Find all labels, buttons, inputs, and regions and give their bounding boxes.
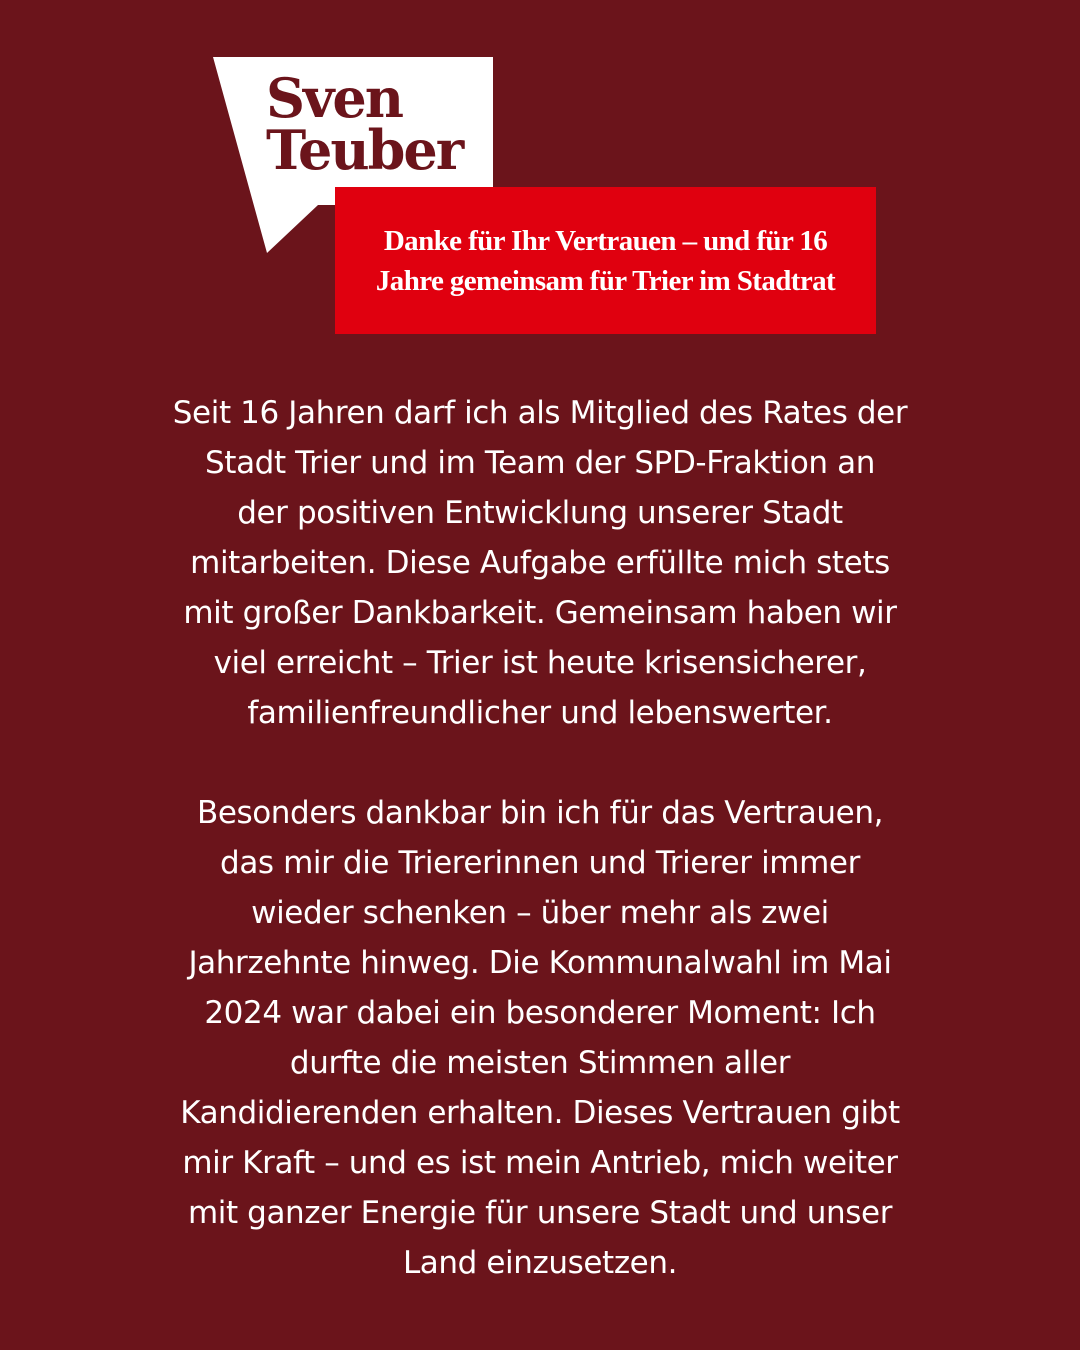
text-line: wieder schenken – über mehr als zwei bbox=[251, 895, 829, 931]
logo-last-name: Teuber bbox=[266, 118, 463, 182]
headline-line-2: Jahre gemeinsam für Trier im Stadtrat bbox=[375, 264, 836, 297]
text-line: viel erreicht – Trier ist heute krisensicherer, bbox=[213, 645, 867, 681]
text-line: Kandidierenden erhalten. Dieses Vertrauen gibt bbox=[180, 1095, 900, 1131]
headline-line-1: Danke für Ihr Vertrauen – und für 16 bbox=[383, 224, 828, 257]
paragraph-2 bbox=[0, 788, 1080, 1288]
logo-first-name: Sven bbox=[266, 66, 402, 130]
text-line: mit großer Dankbarkeit. Gemeinsam haben wir bbox=[183, 595, 897, 631]
paragraph-1 bbox=[0, 388, 1080, 738]
text-line: 2024 war dabei ein besonderer Moment: Ich bbox=[204, 995, 876, 1031]
headline-banner bbox=[335, 187, 876, 334]
logo-name bbox=[266, 66, 463, 182]
text-line: durfte die meisten Stimmen aller bbox=[289, 1045, 791, 1081]
text-line: Seit 16 Jahren darf ich als Mitglied des Rates der bbox=[172, 395, 908, 431]
text-line: Land einzusetzen. bbox=[402, 1245, 678, 1281]
text-line: das mir die Triererinnen und Trierer immer bbox=[220, 845, 860, 881]
text-line: mit ganzer Energie für unsere Stadt und unser bbox=[187, 1195, 893, 1231]
text-line: Besonders dankbar bin ich für das Vertrauen, bbox=[196, 795, 884, 831]
text-line: mitarbeiten. Diese Aufgabe erfüllte mich stets bbox=[190, 545, 890, 581]
text-line: Stadt Trier und im Team der SPD-Fraktion an bbox=[205, 445, 875, 481]
text-line: mir Kraft – und es ist mein Antrieb, mich weiter bbox=[182, 1145, 898, 1181]
text-line: Jahrzehnte hinweg. Die Kommunalwahl im Mai bbox=[188, 945, 892, 981]
text-line: der positiven Entwicklung unserer Stadt bbox=[237, 495, 843, 531]
text-line: familienfreundlicher und lebenswerter. bbox=[247, 695, 833, 731]
